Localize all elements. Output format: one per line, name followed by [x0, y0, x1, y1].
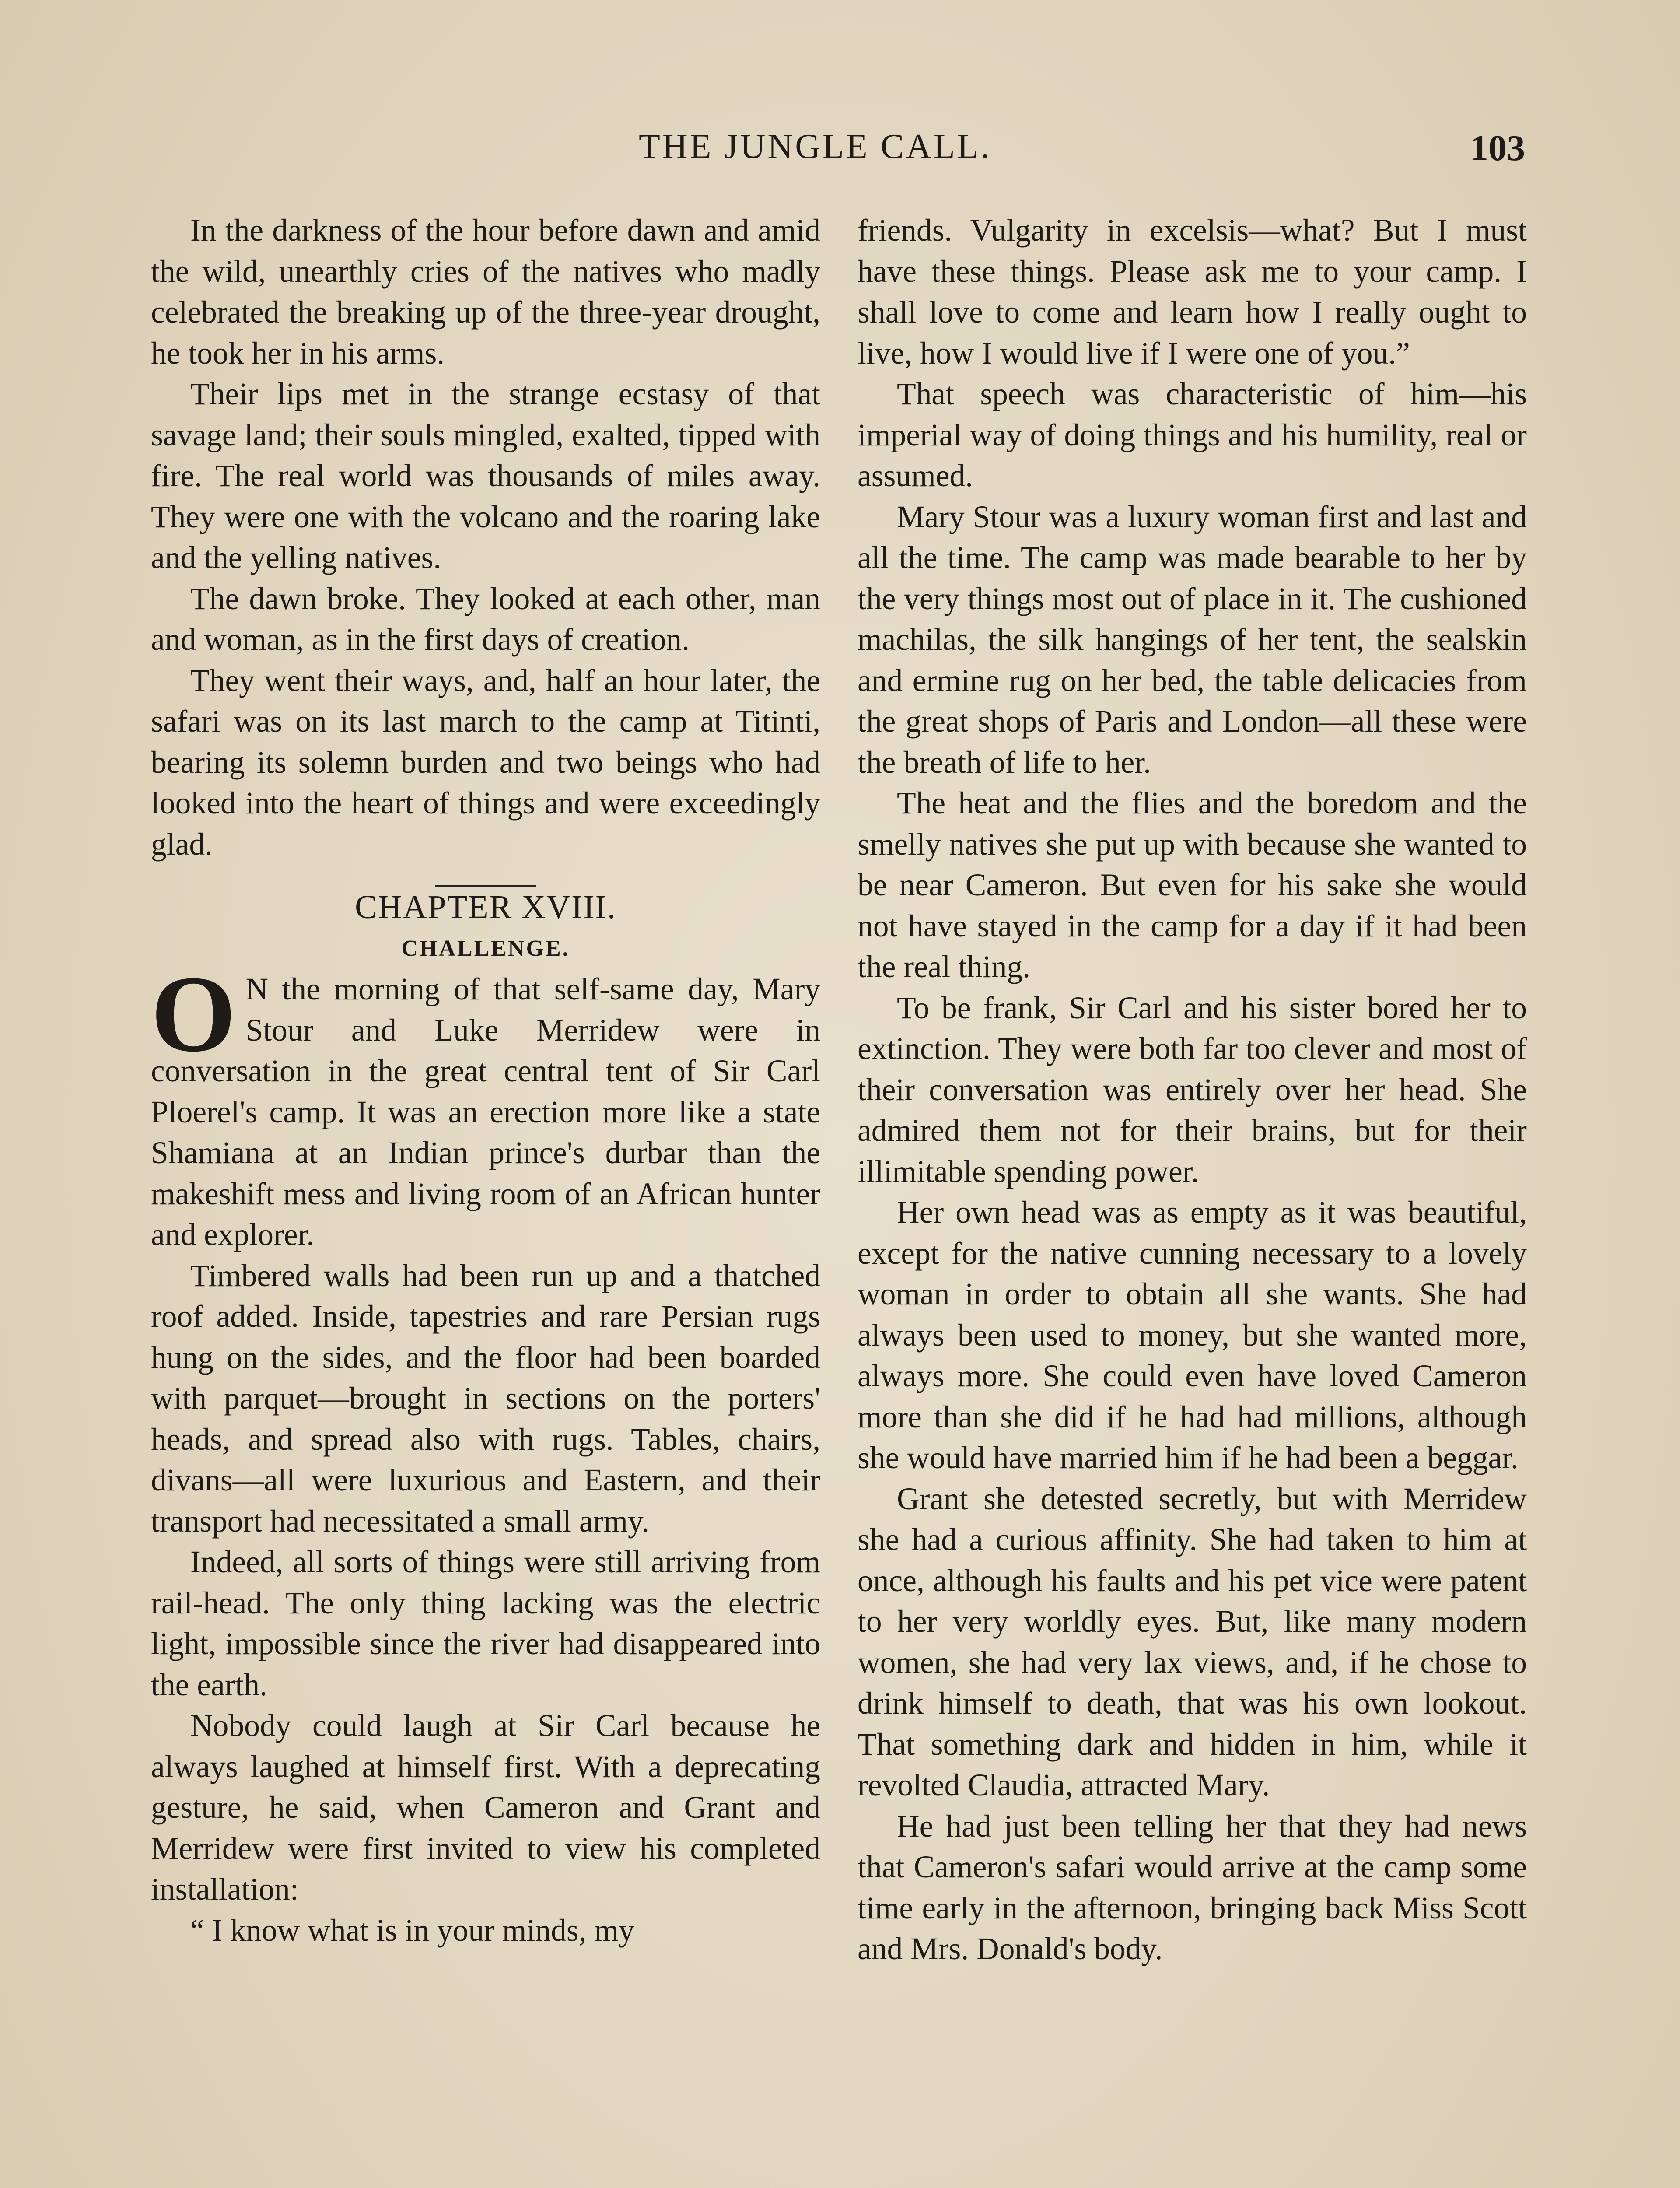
paragraph-text: N the morning of that self-same day, Mary Stour and Luke Merridew were in conversation in the great central tent of Sir Carl Ploerel's camp. It was an erection more like a state Shamiana at an Indian prince's durbar than the makeshift mess and living room of an African hunter and explorer. [151, 972, 820, 1252]
paragraph: Indeed, all sorts of things were still arriving from rail-head. The only thing lacking was the electric light, impossible since the river had disappeared into the earth. [151, 1545, 820, 1702]
page-header [0, 127, 1680, 175]
paragraph: The dawn broke. They looked at each other, man and woman, as in the first days of creation. [151, 581, 820, 657]
paragraph-continuation: friends. Vulgarity in excelsis—what? But I must have these things. Please ask me to your camp. I shall love to come and learn how I really ought to live, how I would live if I were one of you.” [858, 213, 1527, 371]
paragraph: Their lips met in the strange ecstasy of that savage land; their souls mingled, exalted, tipped with fire. The real world was thousands of miles away. They were one with the volcano and the roaring lake and the yelling natives. [151, 377, 820, 575]
paragraph: The heat and the flies and the boredom and the smelly natives she put up with because she wanted to be near Cameron. But even for his sake she would not have stayed in the camp for a day if it had been the real thing. [858, 786, 1527, 984]
paragraph: In the darkness of the hour before dawn and amid the wild, unearthly cries of the natives who madly celebrated the breaking up of the three-year drought, he took her in his arms. [151, 213, 820, 371]
paragraph: “ I know what is in your minds, my [190, 1913, 634, 1948]
chapter-opening-paragraph [151, 954, 820, 1255]
paragraph: He had just been telling her that they had news that Cameron's safari would arrive at the camp some time early in the afternoon, bringing back Miss Scott and Mrs. Donald's body. [858, 1809, 1527, 1966]
paragraph: Nobody could laugh at Sir Carl because he always laughed at himself first. With a deprecating gesture, he said, when Cameron and Grant and Merridew were first invited to view his completed installation: [151, 1708, 820, 1907]
chapter-title: CHAPTER XVIII. [355, 889, 616, 926]
page-number: 103 [1470, 128, 1525, 168]
paragraph: Her own head was as empty as it was beautiful, except for the native cunning necessary to a lovely woman in order to obtain all she wants. She had always been used to money, but she wanted more, always more. She could even have loved Cameron more than she did if he had had millions, although she would have married him if he had been a beggar. [858, 1195, 1527, 1475]
drop-cap: O [151, 954, 236, 1075]
paragraph: They went their ways, and, half an hour later, the safari was on its last march to the camp at Titinti, bearing its solemn burden and two beings who had looked into the heart of things and were exceedingly glad. [151, 663, 820, 862]
paragraph: Grant she detested secretly, but with Merridew she had a curious affinity. She had taken to him at once, although his faults and his pet vice were patent to her very worldly eyes. But, like many modern women, she had very lax views, and, if he chose to drink himself to death, that was his own lookout. That something dark and hidden in him, while it revolted Claudia, attracted Mary. [858, 1481, 1527, 1802]
left-column [151, 210, 820, 1951]
paragraph: To be frank, Sir Carl and his sister bored her to extinction. They were both far too clever and most of their conversation was entirely over her head. She admired them not for their brains, but for their illimitable spending power. [858, 990, 1527, 1189]
paragraph: Mary Stour was a luxury woman first and last and all the time. The camp was made bearable to her by the very things most out of place in it. The cushioned machilas, the silk hangings of her tent, the sealskin and ermine rug on her bed, the table delicacies from the great shops of Paris and London—all these were the breath of life to her. [858, 499, 1527, 780]
chapter-subtitle: CHALLENGE. [401, 936, 570, 961]
paragraph: That speech was characteristic of him—his imperial way of doing things and his humility, real or assumed. [858, 377, 1527, 493]
paragraph: Timbered walls had been run up and a thatched roof added. Inside, tapestries and rare Persian rugs hung on the sides, and the floor had been boarded with parquet—brought in sections on the porters' heads, and spread also with rugs. Tables, chairs, divans—all were luxurious and Eastern, and their transport had necessitated a small army. [151, 1258, 820, 1539]
running-title: THE JUNGLE CALL. [639, 127, 992, 166]
right-column [858, 210, 1527, 1970]
